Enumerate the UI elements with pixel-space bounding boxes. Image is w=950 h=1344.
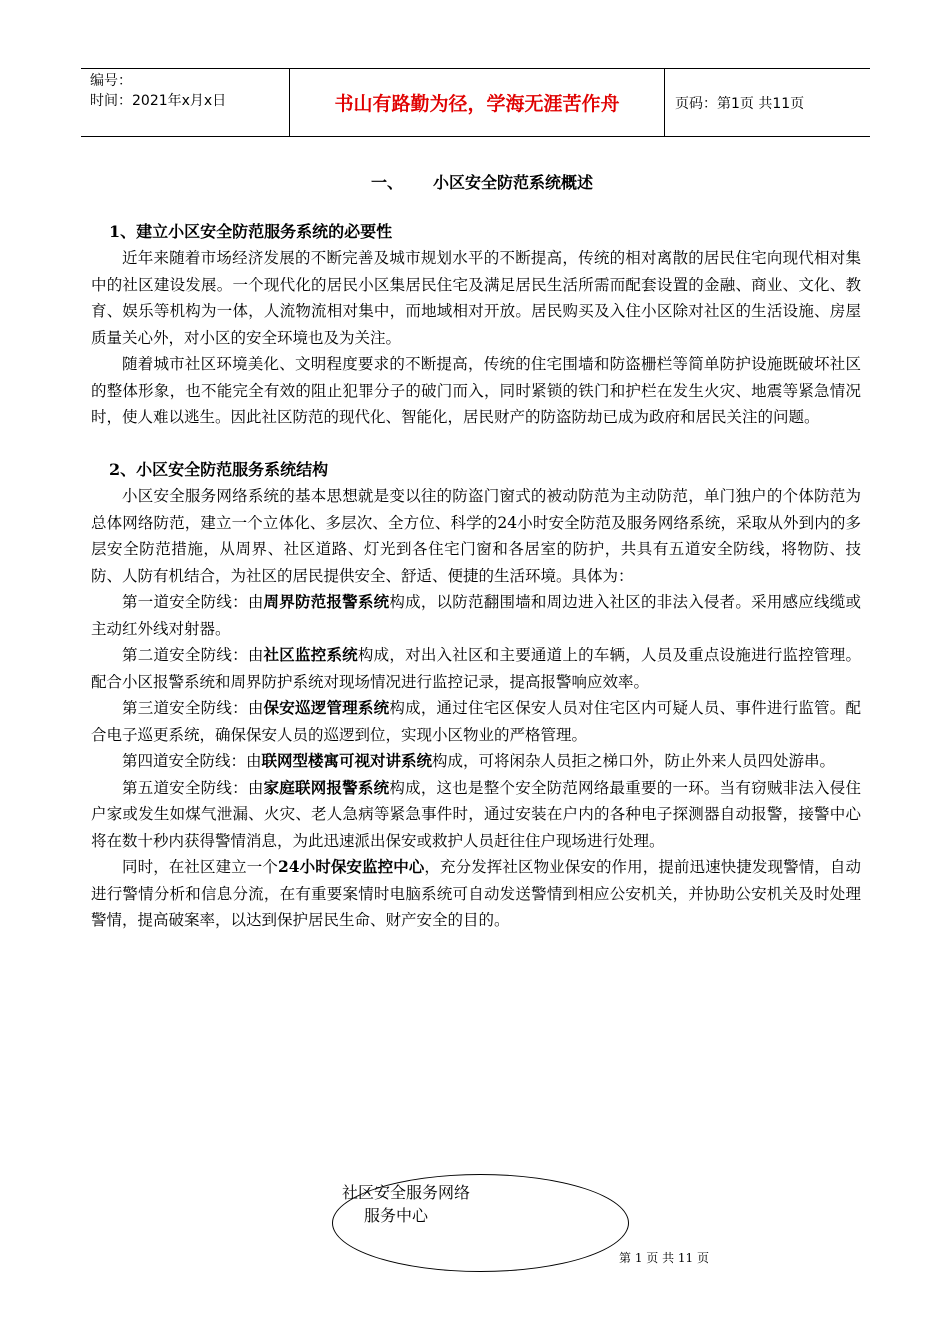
defense-system-name: 周界防范报警系统 — [263, 592, 390, 611]
diagram-label-line1: 社区安全服务网络 — [342, 1183, 471, 1202]
header-page-cell — [665, 69, 804, 136]
defense-system-name: 社区监控系统 — [263, 645, 358, 664]
document-header — [81, 68, 870, 137]
paragraph: 小区安全服务网络系统的基本思想就是变以往的防盗门窗式的被动防范为主动防范，单门独户的个体防范为总体网络防范，建立一个立体化、多层次、全方位、科学的24小时安全防范及服务网络系统，采取从外到内的多层安全防范措施，从周界、社区道路、灯光到各住宅门窗和各居室的防护，共具有五道安全防线，将物防、技防、人防有机结合，为社区的居民提供安全、舒适、便捷的生活环境。具体为： — [91, 487, 861, 585]
document-body — [91, 170, 861, 934]
monitoring-center-name: 24小时保安监控中心 — [277, 857, 425, 876]
defense-line-2: 第二道安全防线：由社区监控系统构成，对出入社区和主要通道上的车辆，人员及重点设施进行监控管理。配合小区报警系统和周界防护系统对现场情况进行监控记录，提高报警响应效率。 — [91, 645, 861, 691]
header-motto: 书山有路勤为径，学海无涯苦作舟 — [334, 93, 620, 115]
subsection-heading-1: 1、建立小区安全防范服务系统的必要性 — [109, 221, 393, 241]
header-left-cell — [81, 69, 289, 136]
header-motto-cell — [289, 69, 665, 136]
defense-line-3: 第三道安全防线：由保安巡逻管理系统构成，通过住宅区保安人员对住宅区内可疑人员、事件进行监管。配合电子巡更系统，确保保安人员的巡逻到位，实现小区物业的严格管理。 — [91, 698, 861, 744]
doc-number-label: 编号： — [90, 73, 132, 89]
doc-date: 时间：2021年x月x日 — [90, 93, 227, 109]
subsection-heading-2: 2、小区安全防范服务系统结构 — [109, 459, 329, 479]
section-title — [91, 170, 861, 197]
header-page-info: 页码：第1页 共11页 — [675, 95, 805, 112]
diagram-label-line2: 服务中心 — [364, 1206, 429, 1225]
diagram-label — [342, 1181, 470, 1227]
defense-system-name: 联网型楼寓可视对讲系统 — [261, 751, 433, 770]
defense-system-name: 家庭联网报警系统 — [263, 777, 390, 797]
section-title-text: 小区安全防范系统概述 — [433, 173, 594, 192]
monitoring-center-paragraph: 同时，在社区建立一个24小时保安监控中心，充分发挥社区物业保安的作用，提前迅速快捷发现警情，自动进行警情分析和信息分流，在有重要案情时电脑系统可自动发送警情到相应公安机关，并协助公安机关及时处理警情，提高破案率，以达到保护居民生命、财产安全的目的。 — [91, 857, 861, 929]
page-footer: 第 1 页 共 11 页 — [619, 1251, 709, 1265]
paragraph: 随着城市社区环境美化、文明程度要求的不断提高，传统的住宅围墙和防盗栅栏等简单防护设施既破坏社区的整体形象，也不能完全有效的阻止犯罪分子的破门而入，同时紧锁的铁门和护栏在发生火灾、地震等紧急情况时，使人难以逃生。因此社区防范的现代化、智能化，居民财产的防盗防劫已成为政府和居民关注的问题。 — [91, 355, 861, 426]
section-title-number: 一、 — [370, 173, 403, 192]
defense-system-name: 保安巡逻管理系统 — [263, 698, 390, 717]
defense-line-5: 第五道安全防线：由家庭联网报警系统构成，这也是整个安全防范网络最重要的一环。当有窃贼非法入侵住户家或发生如煤气泄漏、火灾、老人急病等紧急事件时，通过安装在户内的各种电子探测器自动报警，接警中心将在数十秒内获得警情消息，为此迅速派出保安或救护人员赶往住户现场进行处理。 — [91, 777, 861, 850]
defense-line-4: 第四道安全防线：由联网型楼寓可视对讲系统构成，可将闲杂人员拒之梯口外，防止外来人员四处游串。 — [122, 751, 836, 770]
paragraph: 近年来随着市场经济发展的不断完善及城市规划水平的不断提高，传统的相对离散的居民住宅向现代相对集中的社区建设发展。一个现代化的居民小区集居民住宅及满足居民生活所需而配套设置的金融、商业、文化、教育、娱乐等机构为一体，人流物流相对集中，而地域相对开放。居民购买及入住小区除对社区的生活设施、房屋质量关心外，对小区的安全环境也及为关注。 — [91, 249, 861, 347]
defense-line-1: 第一道安全防线：由周界防范报警系统构成，以防范翻围墙和周边进入社区的非法入侵者。采用感应线缆或主动红外线对射器。 — [91, 592, 861, 638]
